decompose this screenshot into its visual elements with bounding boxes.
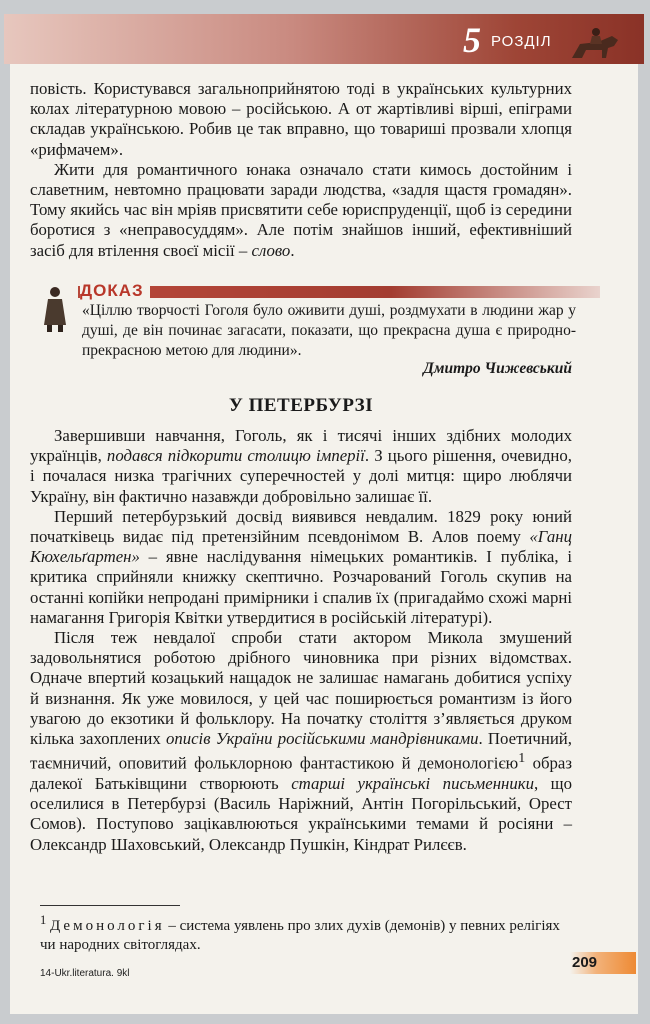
footnote [40, 911, 574, 955]
dokaz-quote: «Ціллю творчості Гоголя було оживити душі, роздмухати в людини жар у душі, де він починає загасати, показати, що прекрасна душа є природно-прекрасною метою для людини». [82, 302, 576, 359]
quote-author: Дмитро Чижевський [423, 360, 572, 377]
horse-rider-illustration-icon [562, 24, 632, 64]
chapter-number: 5 [463, 20, 481, 60]
paragraph-4-text: Перший петербурзький досвід виявився невдалим. 1829 року юний початківець видає під претензійним псевдонімом В. Алов поему [30, 506, 572, 547]
paragraph-2-text: Жити для романтичного юнака означало стати кимось достойним і славетним, невтомно працювати заради людства, «задля щастя громадян». Тому якийсь час він мріяв присвятити себе юриспруденції, щоб із середини боротися з «неправосуддям». Але потім знайшов інший, ефективніший засіб для втілення своєї місії – [30, 159, 572, 260]
paragraph-2 [30, 160, 572, 261]
paragraph-2-end: . [290, 240, 295, 260]
paragraph-3-text: Завершивши навчання, Гоголь, як і тисячі інших здібних молодих українців, [30, 426, 572, 466]
dokaz-label: ДОКАЗ [80, 280, 150, 302]
chapter-label: РОЗДІЛ [491, 33, 552, 50]
paragraph-4-emphasis: «Ганц Кюхельґартен» [30, 527, 572, 567]
paragraph-1-text: повість. Користувався загальноприйнятою тоді в українських культурних колах літературною мовою – російською. А от жартівливі вірші, епіграми складав українською. Робив це так вправно, що товариші прозвали хлопця «рифмачем». [30, 79, 572, 159]
footnote-ref: 1 [518, 751, 526, 767]
cossack-figure-icon [40, 285, 70, 333]
footnote-term: Демонологія [50, 918, 165, 934]
paragraph-1 [30, 79, 572, 261]
paragraph-4-rest: – явне наслідування німецьких романтиків. І публіка, і критика сприйняли книжку скептично. Розчарований Гоголь скупив на останні копійки непродані примірники і спалив їх (пригадаймо схожі марні намагання Григорія Квітки утвердитися в російській літературі). [30, 547, 572, 627]
section-body [30, 426, 572, 855]
paragraph-4 [30, 507, 572, 628]
paragraph-2-emphasis: слово [251, 240, 291, 260]
footnote-marker: 1 [40, 913, 47, 927]
dokaz-bar [78, 286, 600, 298]
paragraph-5-emphasis-1: описів України російськими мандрівниками [165, 729, 479, 749]
paragraph-5-text-d: , що оселилися в Петербурзі (Василь Наріжний, Антін Погорільський, Орест Сомов). Поступово зацікавлюються українськими темами й росіяни – Олександр Шаховський, Олександр Пушкін, Кіндрат Рилєєв. [30, 774, 572, 854]
paragraph-5-text-b: . Поетичний, таємничий, оповитий фольклорною фантастикою й демонологією [30, 729, 572, 773]
paragraph-5 [30, 628, 572, 855]
paragraph-3 [30, 426, 572, 507]
page-number: 209 [572, 954, 598, 971]
footnote-divider [40, 905, 180, 906]
paragraph-3-rest: . З цього рішення, очевидно, і почалася низка трагічних суперечностей у долі митця: щиро люблячи Україну, він фактично назавжди добровільно залишає її. [30, 446, 573, 506]
section-title: У ПЕТЕРБУРЗІ [228, 395, 374, 416]
footnote-text: – система уявлень про злих духів (демонів) у певних релігіях чи народних світоглядах. [40, 918, 560, 953]
paragraph-5-text: Після теж невдалої спроби стати актором Микола змушений задовольнятися роботою дрібного чиновника при різних відомствах. Одначе впертий козацький нащадок не залишає намагань добитися успіху й визнання. Як уже мовилося, у цей час поширюється романтизм із його увагою до екзотики й фольклору. На початку століття з’являється друком кілька захоплених [30, 628, 572, 749]
page-number-tab [570, 952, 636, 974]
paragraph-3-emphasis: подався підкорити столицю імперії [106, 446, 365, 466]
paragraph-5-emphasis-2: старші українські письменники [291, 774, 534, 794]
footer-code: 14-Ukr.literatura. 9kl [40, 968, 130, 979]
paragraph-5-text-c: образ далекої Батьківщини створюють [30, 753, 573, 794]
